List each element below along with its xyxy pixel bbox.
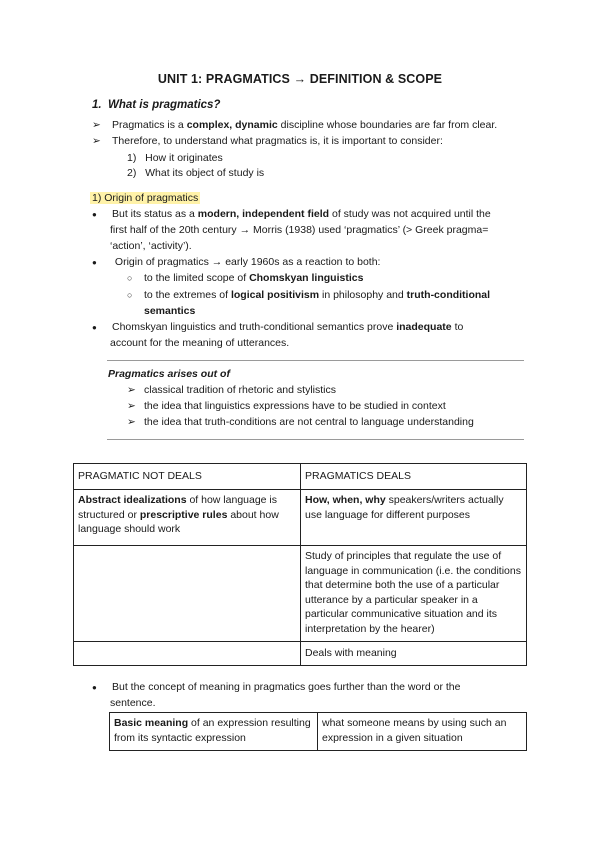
table-cell: Study of principles that regulate the use of language in communication (i.e. the conditions that determine both the use of a particular utterance by a particular speaker in a particular communicative situation and its interpretation by the hearer): [301, 546, 527, 642]
bullet-continuation: ‘action’, ‘activity’).: [110, 240, 192, 252]
table-cell: Deals with meaning: [301, 642, 527, 666]
meaning-table: [109, 712, 527, 751]
table-header: PRAGMATICS DEALS: [301, 464, 527, 490]
circle-continuation: semantics: [144, 305, 196, 317]
arrow-bullet-icon: ➢: [127, 416, 136, 428]
table-cell: Abstract idealizations of how language is structured or prescriptive rules about how language should work: [74, 490, 301, 546]
arrow-bullet-icon: ➢: [127, 384, 136, 396]
arrow-item: ➢ Therefore, to understand what pragmatics is, it is important to consider:: [92, 135, 443, 147]
bullet-item: ● But its status as a modern, independent field of study was not acquired until the: [92, 206, 491, 223]
bullet-item: ● Chomskyan linguistics and truth-conditional semantics prove inadequate to: [92, 319, 463, 336]
arrow-bullet-icon: ➢: [92, 135, 101, 147]
divider: [107, 360, 524, 361]
circle-bullet-icon: ○: [127, 290, 133, 300]
bullet-continuation: account for the meaning of utterances.: [110, 337, 290, 349]
arises-item: ➢ the idea that truth-conditions are not central to language understanding: [127, 416, 474, 428]
numbered-item: 1) How it originates: [127, 152, 223, 164]
section-heading: [92, 99, 220, 111]
circle-item: ○ to the extremes of logical positivism in philosophy and truth-conditional: [127, 289, 491, 301]
page-title: UNIT 1: PRAGMATICS → DEFINITION & SCOPE: [157, 72, 443, 86]
bullet-item: ● But the concept of meaning in pragmatics goes further than the word or the: [92, 679, 460, 696]
numbered-item: 2) What its object of study is: [127, 167, 265, 179]
arrow-bullet-icon: ➢: [127, 400, 136, 412]
arises-item: ➢ classical tradition of rhetoric and stylistics: [127, 384, 336, 396]
arrow-item: ➢ Pragmatics is a complex, dynamic discipline whose boundaries are far from clear.: [92, 119, 498, 131]
bullet-continuation: first half of the 20th century → Morris (1938) used ‘pragmatics’ (> Greek pragma=: [110, 224, 489, 236]
divider: [107, 439, 524, 440]
table-cell: How, when, why speakers/writers actually use language for different purposes: [301, 490, 527, 546]
table-cell-empty: [74, 642, 301, 666]
table-cell: Basic meaning of an expression resulting from its syntactic expression: [110, 713, 318, 751]
bullet-icon: ●: [92, 210, 97, 219]
circle-item: ○ to the limited scope of Chomskyan linguistics: [127, 272, 364, 284]
origin-heading: 1) Origin of pragmatics: [92, 192, 199, 204]
section-number: 1.: [92, 99, 102, 111]
bullet-item: ● Origin of pragmatics → early 1960s as a reaction to both:: [92, 254, 380, 271]
section-title: What is pragmatics?: [107, 99, 221, 111]
table-cell-empty: [74, 546, 301, 642]
circle-bullet-icon: ○: [127, 273, 133, 283]
bullet-icon: ●: [92, 683, 97, 692]
arises-heading: Pragmatics arises out of: [108, 368, 230, 380]
arrow-bullet-icon: ➢: [92, 119, 101, 131]
bullet-icon: ●: [92, 323, 97, 332]
table-header: PRAGMATIC NOT DEALS: [74, 464, 301, 490]
pragmatics-table: [73, 463, 527, 666]
table-cell: what someone means by using such an expression in a given situation: [318, 713, 527, 751]
bullet-icon: ●: [92, 258, 97, 267]
bullet-continuation: sentence.: [110, 697, 156, 709]
arises-item: ➢ the idea that linguistics expressions have to be studied in context: [127, 400, 446, 412]
